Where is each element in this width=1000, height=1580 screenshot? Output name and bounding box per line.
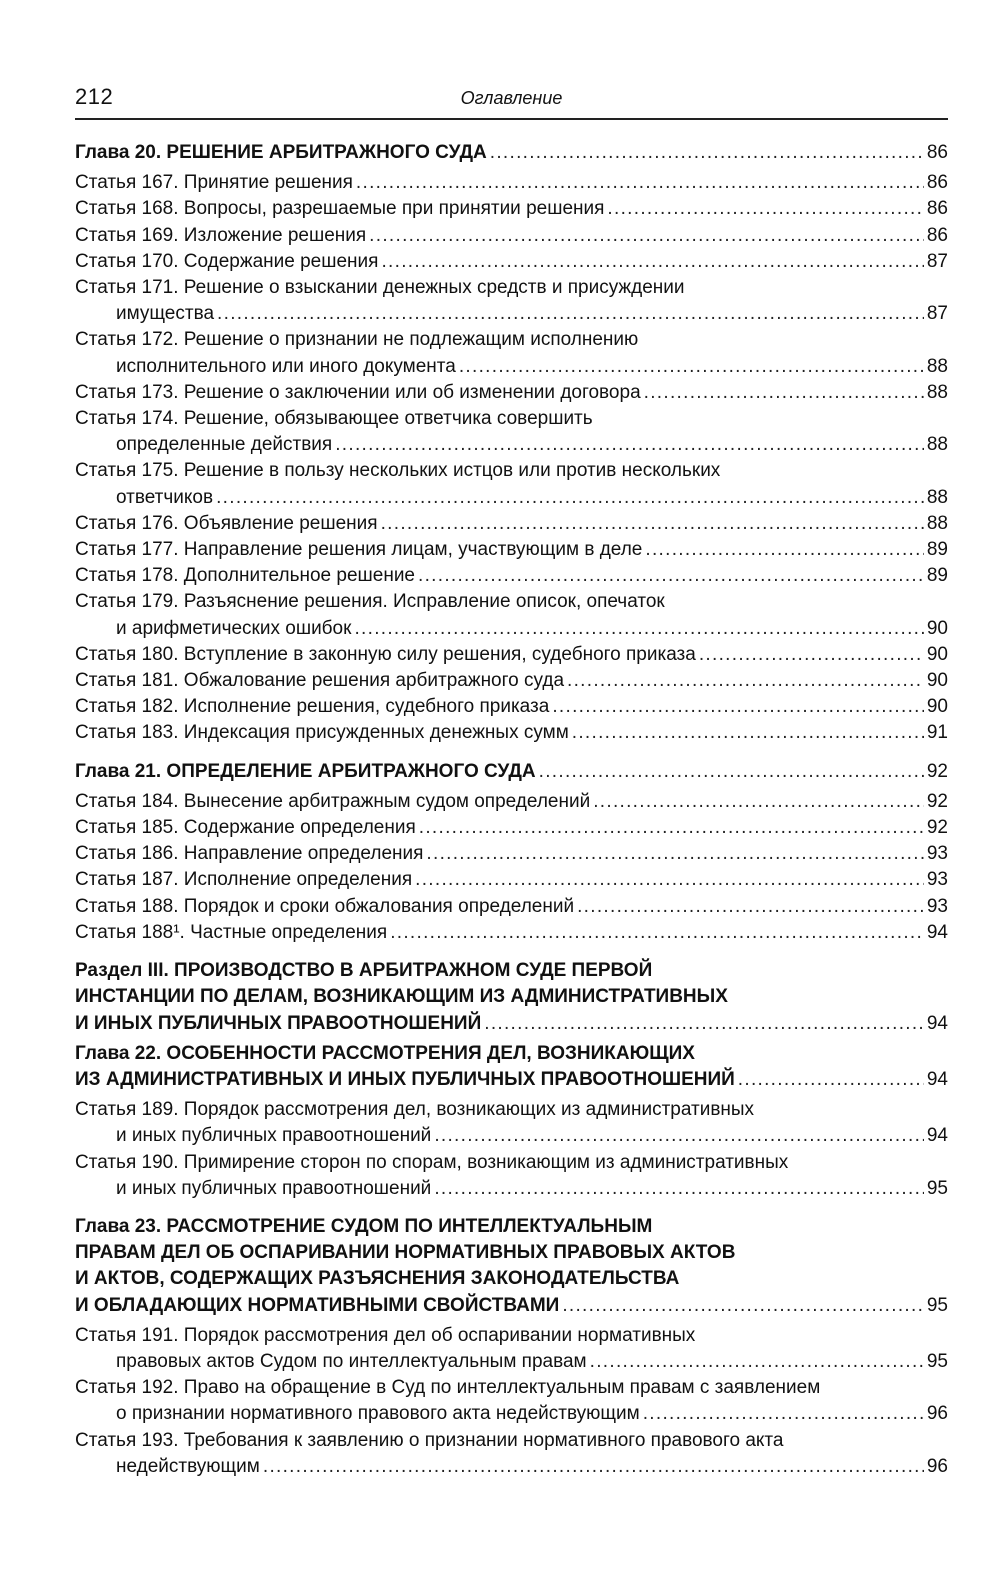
toc-line-text: Статья 185. Содержание определения (75, 817, 416, 839)
toc-line: Статья 179. Разъяснение решения. Исправление описок, опечаток (75, 591, 665, 613)
dot-leader (419, 815, 924, 841)
toc-line (75, 354, 948, 380)
toc-line (75, 196, 948, 222)
dot-leader (459, 354, 924, 380)
dot-leader (572, 720, 924, 746)
toc-line-text: исполнительного или иного документа (116, 355, 456, 377)
toc-line (75, 920, 948, 946)
toc-line-text: И ИНЫХ ПУБЛИЧНЫХ ПРАВООТНОШЕНИЙ (75, 1012, 482, 1034)
toc-line (75, 563, 948, 589)
toc-page-number: 90 (926, 696, 948, 718)
toc-line (75, 1401, 948, 1427)
toc-article (75, 511, 948, 537)
toc-line-text: Глава 21. ОПРЕДЕЛЕНИЕ АРБИТРАЖНОГО СУДА (75, 760, 536, 782)
dot-leader (577, 894, 924, 920)
toc-page-number: 88 (926, 381, 948, 403)
toc-line-text: Глава 20. РЕШЕНИЕ АРБИТРАЖНОГО СУДА (75, 142, 487, 163)
toc-article (75, 1375, 948, 1427)
toc-page-number: 90 (926, 617, 948, 639)
toc-article (75, 867, 948, 893)
toc-article (75, 275, 948, 327)
toc-line (75, 759, 948, 785)
dot-leader (335, 432, 924, 458)
dot-leader (552, 694, 924, 720)
toc-line (75, 432, 948, 458)
dot-leader (562, 1293, 924, 1319)
toc-line: Статья 175. Решение в пользу нескольких истцов или против нескольких (75, 460, 721, 482)
toc-page-number: 92 (926, 817, 948, 839)
toc-article (75, 841, 948, 867)
toc-article (75, 589, 948, 641)
toc-line-text: Статья 177. Направление решения лицам, участвующим в деле (75, 539, 643, 561)
toc-page-number: 86 (926, 198, 948, 220)
toc-article (75, 894, 948, 920)
toc-line: Глава 22. ОСОБЕННОСТИ РАССМОТРЕНИЯ ДЕЛ, ВОЗНИКАЮЩИХ (75, 1042, 695, 1064)
toc-article (75, 720, 948, 746)
toc-page-number: 93 (926, 843, 948, 865)
toc-page-number: 94 (926, 921, 948, 943)
toc-page-number: 92 (926, 790, 948, 812)
toc-chapter (75, 958, 948, 1037)
toc-line-text: Статья 186. Направление определения (75, 843, 424, 865)
toc-article (75, 458, 948, 510)
dot-leader (484, 1011, 924, 1037)
toc-article (75, 642, 948, 668)
dot-leader (490, 140, 924, 166)
toc-article (75, 1323, 948, 1375)
toc-article (75, 1428, 948, 1480)
toc-page-number: 94 (926, 1068, 948, 1090)
toc-line: Статья 189. Порядок рассмотрения дел, возникающих из административных (75, 1099, 755, 1121)
toc-line (75, 867, 948, 893)
dot-leader (593, 789, 924, 815)
toc-line-text: Статья 168. Вопросы, разрешаемые при принятии решения (75, 198, 605, 220)
toc-page-number: 96 (926, 1403, 948, 1425)
toc-line-text: определенные действия (116, 434, 333, 456)
toc-chapter (75, 759, 948, 785)
dot-leader (390, 920, 924, 946)
toc-line (75, 642, 948, 668)
toc-page-number: 92 (926, 760, 948, 782)
dot-leader (590, 1349, 924, 1375)
toc-page-number: 86 (926, 172, 948, 194)
dot-leader (434, 1123, 924, 1149)
toc-line-text: Статья 178. Дополнительное решение (75, 565, 415, 587)
dot-leader (216, 485, 924, 511)
toc-page-number: 94 (926, 1012, 948, 1034)
toc-line-text: правовых актов Судом по интеллектуальным правам (116, 1350, 587, 1372)
toc-line-text: Статья 176. Объявление решения (75, 512, 378, 534)
toc-article (75, 327, 948, 379)
toc-line-text: Статья 188. Порядок и сроки обжалования определений (75, 895, 575, 917)
toc-line (75, 140, 948, 166)
dot-leader (699, 642, 924, 668)
toc-article (75, 170, 948, 196)
dot-leader (567, 668, 924, 694)
toc-page-number: 91 (926, 722, 948, 744)
toc-line-text: Статья 170. Содержание решения (75, 250, 379, 272)
toc-line (75, 1011, 948, 1037)
toc-line-text: И ОБЛАДАЮЩИХ НОРМАТИВНЫМИ СВОЙСТВАМИ (75, 1294, 560, 1316)
dot-leader (607, 196, 923, 222)
toc-chapter (75, 1041, 948, 1093)
toc-line (75, 485, 948, 511)
toc-article (75, 815, 948, 841)
toc-article (75, 694, 948, 720)
dot-leader (369, 223, 924, 249)
toc-line-text: ответчиков (116, 486, 214, 508)
toc-line: И АКТОВ, СОДЕРЖАЩИХ РАЗЪЯСНЕНИЯ ЗАКОНОДАТЕЛЬСТВА (75, 1268, 680, 1290)
toc-line: Статья 191. Порядок рассмотрения дел об оспаривании нормативных (75, 1324, 696, 1346)
toc-line (75, 301, 948, 327)
dot-leader (263, 1454, 924, 1480)
toc-article (75, 563, 948, 589)
toc-line (75, 815, 948, 841)
dot-leader (381, 511, 924, 537)
toc-line: ИНСТАНЦИИ ПО ДЕЛАМ, ВОЗНИКАЮЩИМ ИЗ АДМИНИСТРАТИВНЫХ (75, 986, 728, 1008)
toc-article (75, 406, 948, 458)
toc-chapter (75, 1214, 948, 1319)
toc-line: Статья 174. Решение, обязывающее ответчика совершить (75, 408, 593, 430)
dot-leader (356, 170, 924, 196)
toc-line-text: и иных публичных правоотношений (116, 1125, 432, 1147)
toc-line: Статья 172. Решение о признании не подлежащим исполнению (75, 329, 639, 351)
toc-article (75, 1150, 948, 1202)
toc-line-text: и арифметических ошибок (116, 617, 352, 639)
toc-page-number: 90 (926, 643, 948, 665)
dot-leader (426, 841, 923, 867)
toc-line-text: недействующим (116, 1455, 260, 1477)
toc-page-number: 87 (926, 250, 948, 272)
toc-line-text: Статья 169. Изложение решения (75, 224, 367, 246)
toc-line-text: Статья 181. Обжалование решения арбитражного суда (75, 670, 565, 692)
toc-line (75, 511, 948, 537)
toc-page-number: 95 (926, 1294, 948, 1316)
toc-line (75, 1293, 948, 1319)
running-title: Оглавление (460, 88, 563, 108)
toc-page-number: 88 (926, 512, 948, 534)
toc-line (75, 223, 948, 249)
toc-page-number: 96 (926, 1455, 948, 1477)
toc-line (75, 668, 948, 694)
toc-line-text: Статья 180. Вступление в законную силу решения, судебного приказа (75, 643, 696, 665)
toc-line: Раздел III. ПРОИЗВОДСТВО В АРБИТРАЖНОМ СУДЕ ПЕРВОЙ (75, 960, 653, 982)
toc-line (75, 170, 948, 196)
dot-leader (644, 380, 924, 406)
dot-leader (539, 759, 924, 785)
toc-article (75, 789, 948, 815)
dot-leader (434, 1176, 924, 1202)
toc-line: Статья 190. Примирение сторон по спорам, возникающим из административных (75, 1151, 789, 1173)
toc-line: Статья 171. Решение о взыскании денежных средств и присуждении (75, 277, 685, 299)
toc-line (75, 537, 948, 563)
toc-article (75, 223, 948, 249)
dot-leader (354, 616, 923, 642)
toc-article (75, 249, 948, 275)
toc-page-number: 88 (926, 355, 948, 377)
toc-page-number: 90 (926, 670, 948, 692)
dot-leader (643, 1401, 924, 1427)
toc-line (75, 1454, 948, 1480)
dot-leader (217, 301, 924, 327)
toc-article (75, 920, 948, 946)
toc-line-text: Статья 188¹. Частные определения (75, 921, 388, 943)
dot-leader (381, 249, 923, 275)
toc-line: Статья 193. Требования к заявлению о признании нормативного правового акта (75, 1429, 784, 1451)
toc-line (75, 616, 948, 642)
dot-leader (645, 537, 923, 563)
toc-line (75, 1349, 948, 1375)
dot-leader (415, 867, 924, 893)
toc-line (75, 841, 948, 867)
toc-line (75, 380, 948, 406)
toc-line-text: имущества (116, 303, 215, 325)
toc-line: ПРАВАМ ДЕЛ ОБ ОСПАРИВАНИИ НОРМАТИВНЫХ ПРАВОВЫХ АКТОВ (75, 1242, 736, 1264)
toc-line: Глава 23. РАССМОТРЕНИЕ СУДОМ ПО ИНТЕЛЛЕКТУАЛЬНЫМ (75, 1215, 653, 1237)
toc-line: Статья 192. Право на обращение в Суд по интеллектуальным правам с заявлением (75, 1377, 821, 1399)
toc-article (75, 380, 948, 406)
toc-page-number: 95 (926, 1350, 948, 1372)
toc-line-text: Статья 182. Исполнение решения, судебного приказа (75, 696, 550, 718)
toc-chapter (75, 140, 948, 166)
dot-leader (418, 563, 924, 589)
toc-line-text: Статья 187. Исполнение определения (75, 869, 413, 891)
toc-page-number: 93 (926, 895, 948, 917)
toc-line (75, 789, 948, 815)
toc-line (75, 249, 948, 275)
page-header (75, 82, 948, 120)
toc-line-text: Статья 184. Вынесение арбитражным судом определений (75, 790, 591, 812)
toc-page-number: 95 (926, 1177, 948, 1199)
toc-line-text: о признании нормативного правового акта недействующим (116, 1403, 640, 1425)
table-of-contents (75, 140, 948, 1480)
toc-article (75, 537, 948, 563)
toc-line-text: и иных публичных правоотношений (116, 1177, 432, 1199)
page-number: 212 (75, 84, 114, 109)
toc-article (75, 1097, 948, 1149)
toc-page-number: 86 (926, 224, 948, 246)
toc-page-number: 89 (926, 539, 948, 561)
toc-line-text: ИЗ АДМИНИСТРАТИВНЫХ И ИНЫХ ПУБЛИЧНЫХ ПРАВООТНОШЕНИЙ (75, 1068, 735, 1090)
toc-page-number: 87 (926, 303, 948, 325)
dot-leader (738, 1067, 924, 1093)
toc-page-number: 89 (926, 565, 948, 587)
toc-line (75, 1123, 948, 1149)
toc-article (75, 196, 948, 222)
toc-line-text: Статья 167. Принятие решения (75, 172, 353, 194)
toc-line (75, 1067, 948, 1093)
toc-line (75, 1176, 948, 1202)
toc-line-text: Статья 173. Решение о заключении или об изменении договора (75, 381, 641, 403)
toc-line (75, 694, 948, 720)
toc-line (75, 894, 948, 920)
toc-page-number: 88 (926, 434, 948, 456)
toc-page-number: 88 (926, 486, 948, 508)
toc-page-number: 94 (926, 1125, 948, 1147)
toc-line (75, 720, 948, 746)
toc-line-text: Статья 183. Индексация присужденных денежных сумм (75, 722, 569, 744)
toc-page-number: 86 (926, 142, 948, 163)
toc-page-number: 93 (926, 869, 948, 891)
toc-article (75, 668, 948, 694)
